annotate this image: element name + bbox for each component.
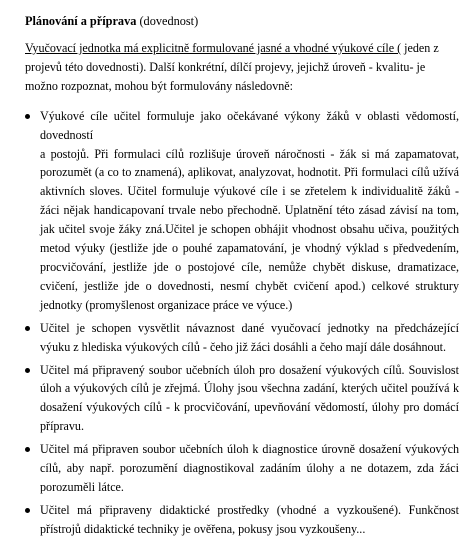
bullet-icon (25, 508, 30, 513)
bullet-icon (25, 368, 30, 373)
heading-suffix: (dovednost) (136, 14, 199, 28)
list-item (25, 440, 459, 497)
list-item-text: Výukové cíle učitel formuluje jako očekávané výkony žáků v oblasti vědomostí, dovedností (40, 108, 459, 142)
section-heading (25, 12, 459, 30)
list-item (25, 107, 459, 315)
list-item (25, 361, 459, 437)
intro-underlined-text: Vyučovací jednotka má explicitně formulované jasné a vhodné výukové cíle ( (25, 41, 402, 55)
list-item-text: Učitel má připraveny didaktické prostředky (vhodné a vyzkoušené). Funkčnost přístrojů didaktické techniky je ověřena, pokusy jsou vyzkoušeny... (40, 502, 459, 536)
bullet-icon (25, 326, 30, 331)
list-item (25, 501, 459, 539)
intro-text: jeden z projevů této dovednosti). Další konkrétní, dílčí projevy, jejichž úroveň - kvalitu- je možno rozpoznat, mohou být formulovány následovně: (25, 41, 439, 93)
list-item-text: Učitel je schopen vysvětlit návaznost dané vyučovací jednotky na předcházející výuku z hlediska výukových cílů - čeho již žáci dosáhli a čeho mají dále dosáhnout. (40, 320, 459, 354)
bullet-icon (25, 114, 30, 119)
list-item-text: Učitel má připravený soubor učebních úloh pro dosažení výukových cílů. Souvislost úloh a výukových cílů je zřejmá. Úlohy jsou všechna zadání, kterých učitel používá k dosažení výukových cílů - k procvičování, upevňování vědomostí, úlohy pro domácí přípravu. (40, 362, 459, 434)
list-item-text: a postojů. Při formulaci cílů rozlišuje úroveň náročnosti - žák si má zapamatovat, porozumět (a co to znamená), aplikovat, analyzovat, hodnotit. Při formulaci cílů užívá aktivních sloves. Učitel formuluje výukové cíle i se zřetelem k individualitě žáků - žáci nějak handicapovaní trvale nebo přechodně. Uplatnění této zásad závisí na tom, jak učitel svoje žáky zná.Učitel je schopen obhájit vhodnost obsahu učiva, použitých metod výuky (jestliže jde o pouhé zapamatování, je vhodný výklad s předvedením, procvičování, jestliže jde o postojové cíle, nemůže chybět diskuse, dramatizace, cvičení, jestliže jde o dovednosti, nesmí chybět cvičení apod.) celkové struktury jednotky (promyšlenost organizace práce ve výuce.) (40, 146, 459, 312)
intro-paragraph (25, 39, 459, 96)
list-item (25, 319, 459, 357)
heading-bold: Plánování a příprava (25, 14, 137, 28)
bullet-icon (25, 447, 30, 452)
criteria-list (25, 107, 459, 539)
list-item-text: Učitel má připraven soubor učebních úloh k diagnostice úrovně dosažení výukových cílů, aby např. porozumění diagnostikoval zadáním úlohy a ne dotazem, zda žáci porozuměli látce. (40, 442, 459, 494)
